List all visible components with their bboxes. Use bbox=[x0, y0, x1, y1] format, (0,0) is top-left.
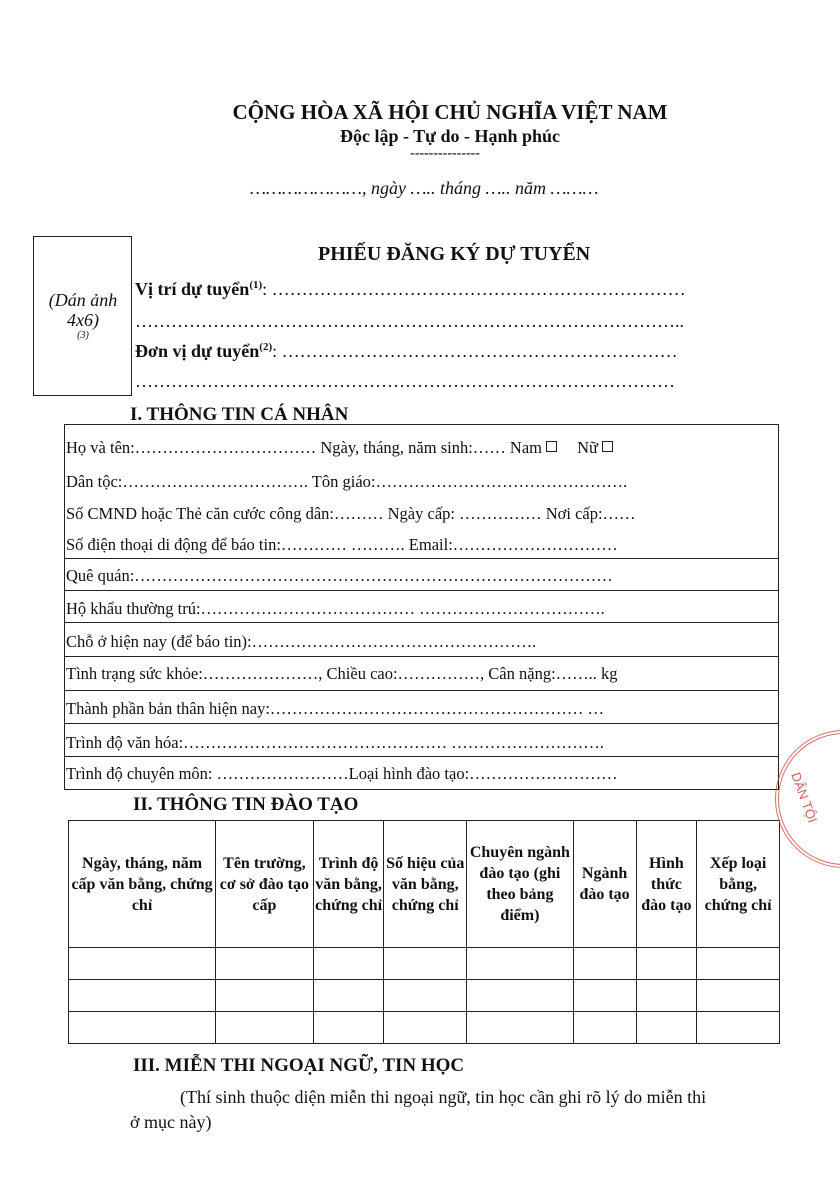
table-cell[interactable] bbox=[467, 1012, 574, 1044]
row-education-level: Trình độ văn hóa:………………………………………… ………………………. bbox=[66, 733, 604, 752]
table-cell[interactable] bbox=[313, 980, 384, 1012]
training-table-body bbox=[69, 948, 780, 1044]
photo-label: (Dán ảnh 4x6) bbox=[48, 290, 118, 330]
row-divider bbox=[64, 590, 779, 591]
row-social-status: Thành phần bản thân hiện nay:………………………………………………… … bbox=[66, 699, 605, 718]
col-degree-number: Số hiệu của văn bằng, chứng chỉ bbox=[384, 821, 467, 948]
unit-field bbox=[135, 341, 678, 362]
row-divider bbox=[64, 690, 779, 691]
table-cell[interactable] bbox=[216, 1012, 314, 1044]
table-cell[interactable] bbox=[697, 948, 780, 980]
col-degree-level: Trình độ văn bằng, chứng chỉ bbox=[313, 821, 384, 948]
col-field: Ngành đào tạo bbox=[573, 821, 636, 948]
table-row bbox=[69, 980, 780, 1012]
unit-footnote: (2) bbox=[259, 341, 273, 353]
table-cell[interactable] bbox=[573, 948, 636, 980]
table-cell[interactable] bbox=[636, 1012, 697, 1044]
row-specialty: Trình độ chuyên môn: ……………………Loại hình đào tạo:……………………… bbox=[66, 764, 618, 783]
date-line: …………………, ngày ….. tháng ….. năm ……… bbox=[250, 178, 599, 198]
row-permanent-address: Hộ khẩu thường trú:………………………………… ……………………………. bbox=[66, 599, 605, 618]
row-ethnicity: Dân tộc:……………………………. Tôn giáo:………………………………………. bbox=[66, 472, 628, 491]
table-cell[interactable] bbox=[467, 980, 574, 1012]
table-cell[interactable] bbox=[69, 1012, 216, 1044]
section-3-title: III. MIỄN THI NGOẠI NGỮ, TIN HỌC bbox=[133, 1055, 465, 1076]
table-cell[interactable] bbox=[573, 1012, 636, 1044]
col-major: Chuyên ngành đào tạo (ghi theo bảng điểm) bbox=[467, 821, 574, 948]
table-cell[interactable] bbox=[467, 948, 574, 980]
row-divider bbox=[64, 622, 779, 623]
row-health: Tình trạng sức khỏe:…………………, Chiều cao:……………, Cân nặng:…….. kg bbox=[66, 664, 618, 683]
photo-note: (3) bbox=[77, 330, 89, 341]
col-school: Tên trường, cơ sở đào tạo cấp bbox=[216, 821, 314, 948]
table-cell[interactable] bbox=[313, 948, 384, 980]
table-row bbox=[69, 1012, 780, 1044]
row-name-dob bbox=[66, 438, 613, 458]
row-current-address: Chỗ ở hiện nay (để báo tin):……………………………………………. bbox=[66, 632, 537, 651]
table-row bbox=[69, 948, 780, 980]
header-divider: --------------- bbox=[410, 146, 480, 161]
table-cell[interactable] bbox=[216, 980, 314, 1012]
table-cell[interactable] bbox=[69, 980, 216, 1012]
section-2-title: II. THÔNG TIN ĐÀO TẠO bbox=[133, 794, 359, 815]
table-cell[interactable] bbox=[573, 980, 636, 1012]
table-cell[interactable] bbox=[384, 980, 467, 1012]
row-hometown: Quê quán:…………………………………………………………………………… bbox=[66, 566, 613, 585]
table-cell[interactable] bbox=[313, 1012, 384, 1044]
table-cell[interactable] bbox=[384, 948, 467, 980]
national-title: CỘNG HÒA XÃ HỘI CHỦ NGHĨA VIỆT NAM bbox=[232, 100, 668, 124]
position-label: Vị trí dự tuyển bbox=[135, 279, 250, 299]
position-field bbox=[135, 279, 686, 300]
stamp-text: DÂN TỘI bbox=[788, 770, 821, 825]
position-footnote: (1) bbox=[249, 279, 263, 291]
table-cell[interactable] bbox=[636, 948, 697, 980]
table-cell[interactable] bbox=[384, 1012, 467, 1044]
row-divider bbox=[64, 756, 779, 757]
female-checkbox[interactable] bbox=[602, 441, 613, 452]
male-checkbox[interactable] bbox=[546, 441, 557, 452]
row-divider bbox=[64, 656, 779, 657]
col-issue-date: Ngày, tháng, năm cấp văn bằng, chứng chỉ bbox=[69, 821, 216, 948]
row-divider bbox=[64, 723, 779, 724]
section-3-note: (Thí sinh thuộc diện miễn thi ngoại ngữ, tin học cần ghi rõ lý do miễn thi bbox=[180, 1087, 707, 1107]
training-table bbox=[68, 820, 780, 1044]
row-id-card: Số CMND hoặc Thẻ căn cước công dân:……… Ngày cấp: …………… Nơi cấp:…… bbox=[66, 504, 636, 523]
table-cell[interactable] bbox=[697, 1012, 780, 1044]
unit-label: Đơn vị dự tuyển bbox=[135, 341, 260, 361]
row-phone-email: Số điện thoại di động để báo tin:………… ………. Email:………………………… bbox=[66, 535, 618, 554]
table-cell[interactable] bbox=[69, 948, 216, 980]
position-dots-line-2: ……………………………………………………………………………….. bbox=[135, 311, 684, 331]
national-motto: Độc lập - Tự do - Hạnh phúc bbox=[339, 126, 561, 146]
unit-dots-line-2: ……………………………………………………………………………… bbox=[135, 371, 675, 391]
row-name-dob-text: Họ và tên:…………………………… Ngày, tháng, năm sinh:…… Nam bbox=[66, 438, 543, 457]
row-divider bbox=[64, 558, 779, 559]
female-label: Nữ bbox=[577, 438, 598, 457]
form-title: PHIẾU ĐĂNG KÝ DỰ TUYỂN bbox=[318, 243, 591, 265]
table-header-row bbox=[69, 821, 780, 948]
table-cell[interactable] bbox=[636, 980, 697, 1012]
section-1-title: I. THÔNG TIN CÁ NHÂN bbox=[130, 404, 349, 425]
section-3-note-cont: ở mục này) bbox=[130, 1112, 212, 1132]
col-training-mode: Hình thức đào tạo bbox=[636, 821, 697, 948]
col-grade: Xếp loại bằng, chứng chỉ bbox=[697, 821, 780, 948]
unit-dots: : ………………………………………………………… bbox=[272, 341, 678, 361]
table-cell[interactable] bbox=[697, 980, 780, 1012]
position-dots: : …………………………………………………………… bbox=[262, 279, 686, 299]
table-cell[interactable] bbox=[216, 948, 314, 980]
